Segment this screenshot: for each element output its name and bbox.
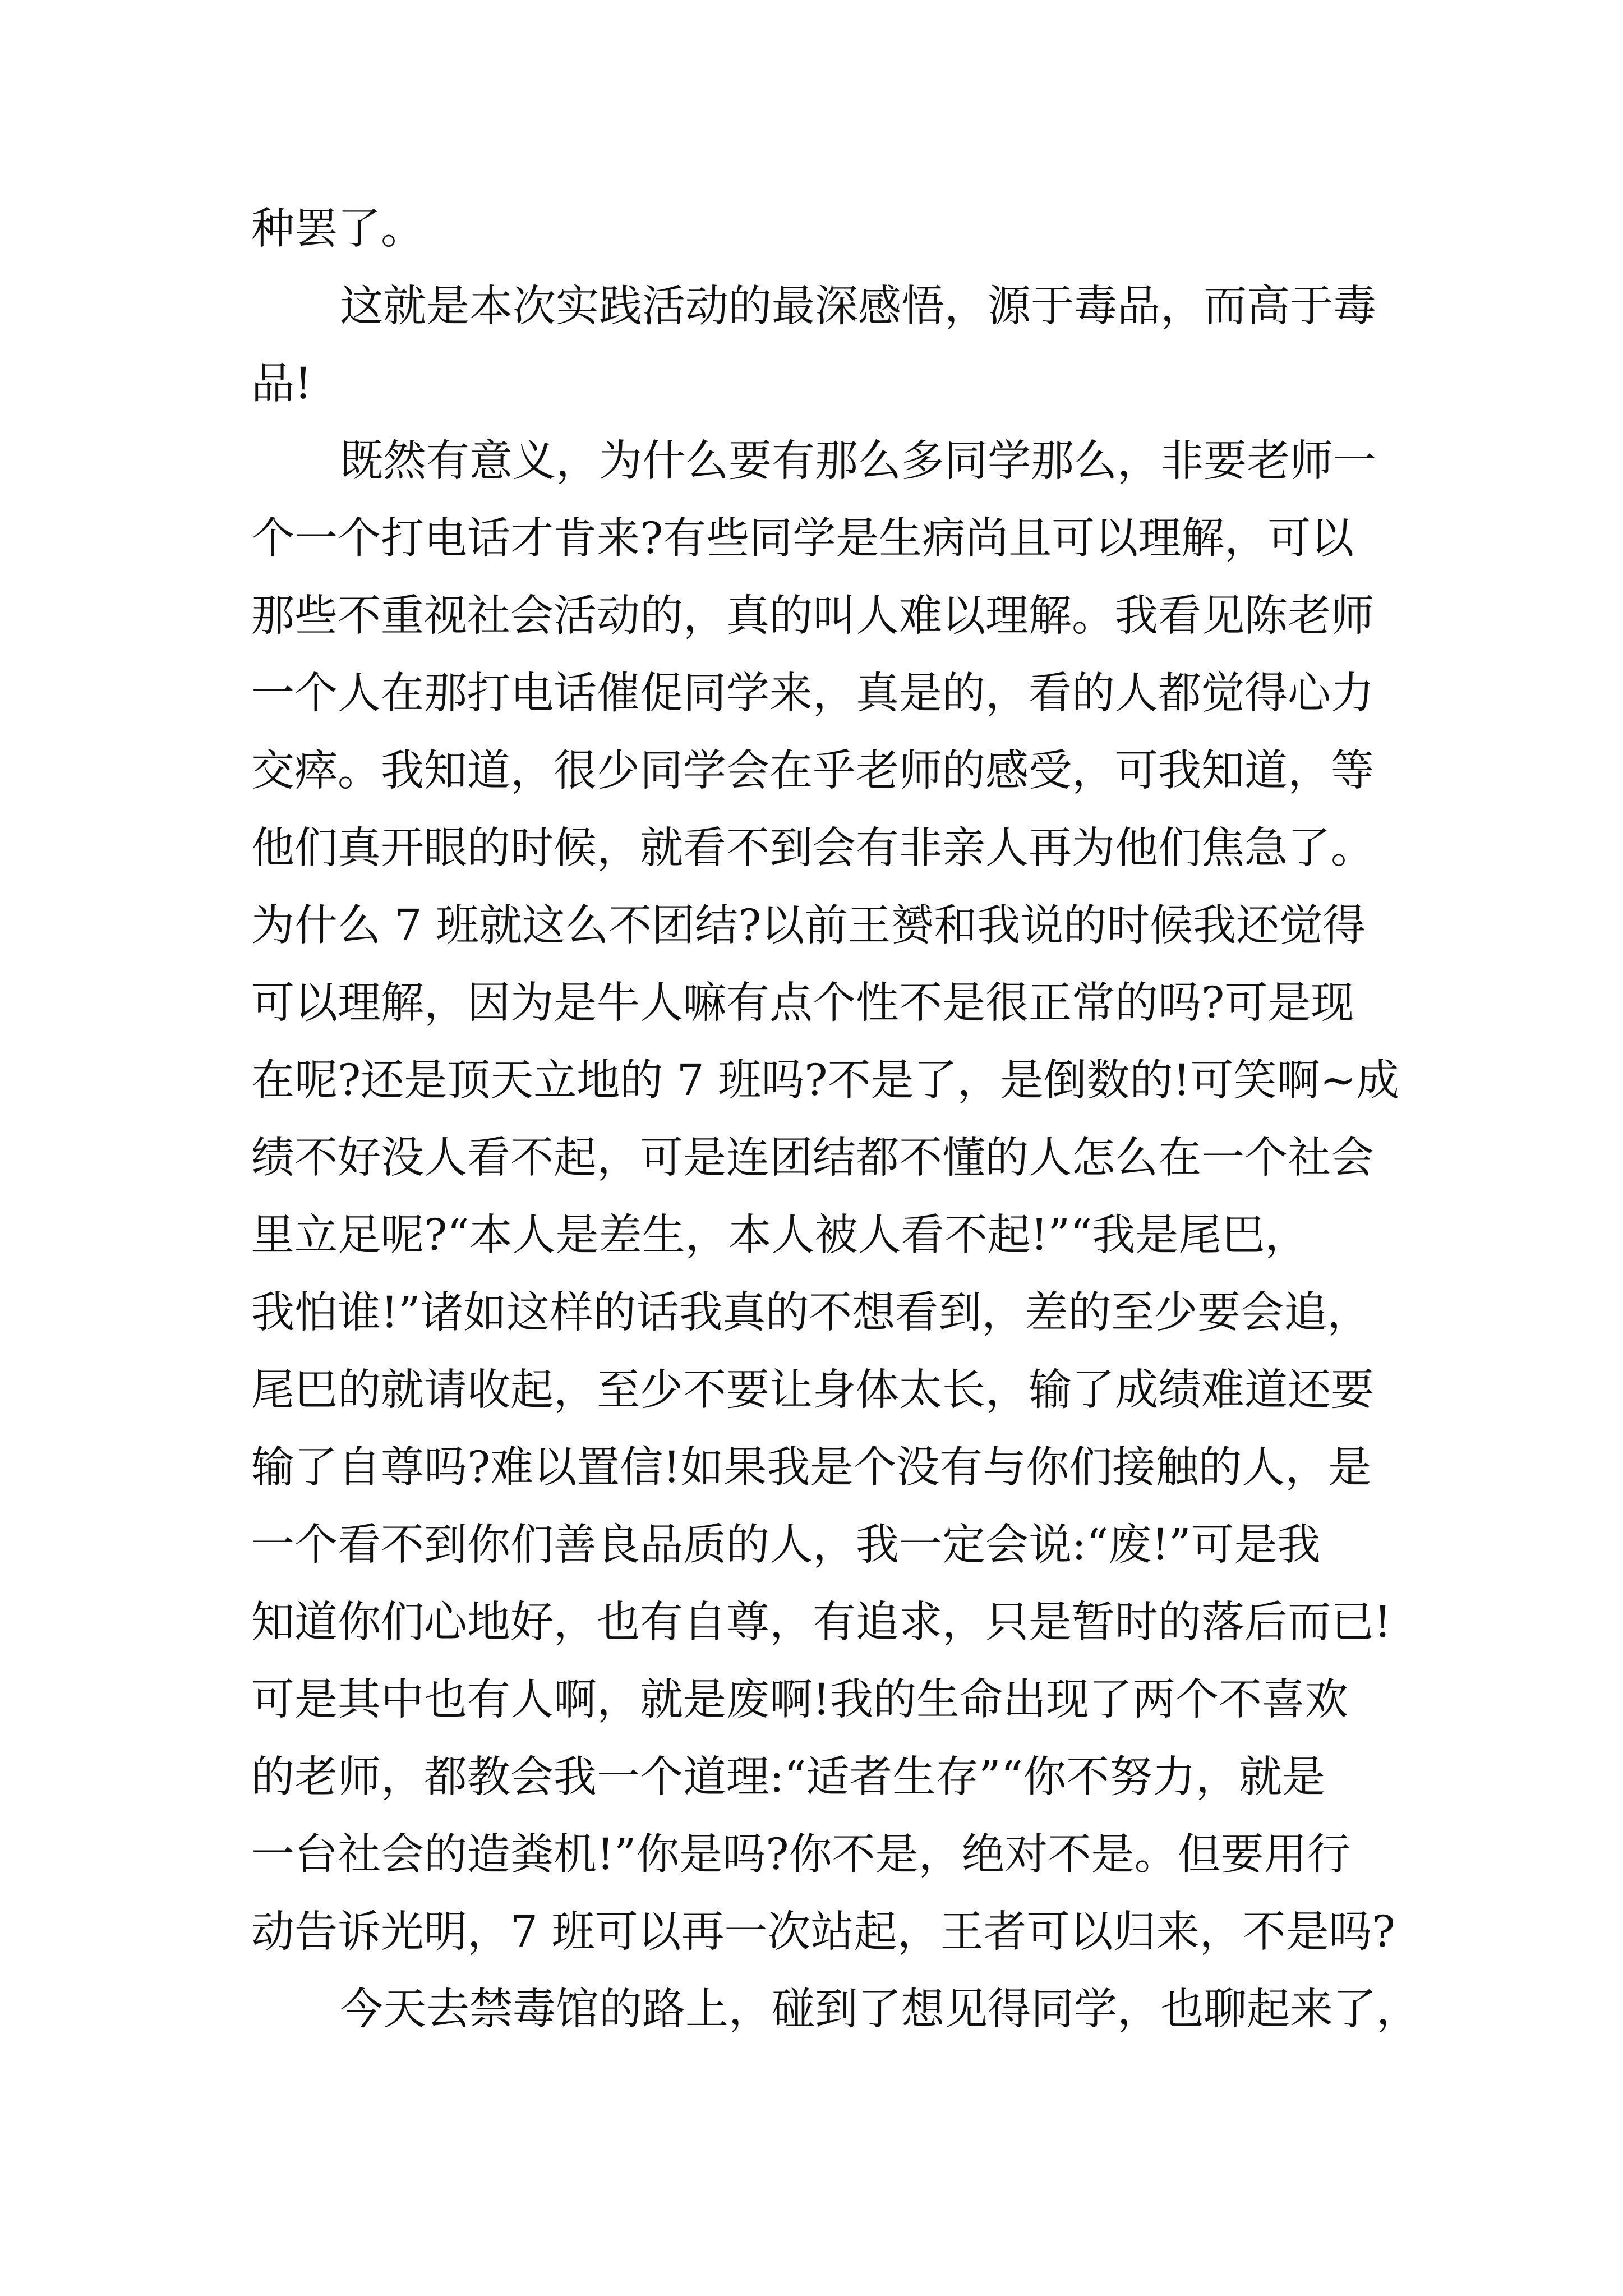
text-line: 里立足呢?“本人是差生，本人被人看不起!”“我是尾巴，	[251, 1211, 1308, 1260]
text-line: 为什么 7 班就这么不团结?以前王赟和我说的时候我还觉得	[251, 901, 1366, 951]
text-line: 品!	[251, 359, 312, 409]
text-line: 既然有意义，为什么要有那么多同学那么，非要老师一	[340, 436, 1376, 486]
text-line: 动告诉光明，7 班可以再一次站起，王者可以归来，不是吗?	[251, 1907, 1395, 1957]
text-line: 可以理解，因为是牛人嘛有点个性不是很正常的吗?可是现	[251, 978, 1354, 1028]
text-line: 绩不好没人看不起，可是连团结都不懂的人怎么在一个社会	[251, 1133, 1374, 1183]
body-text	[251, 191, 1419, 2049]
text-line: 那些不重视社会活动的，真的叫人难以理解。我看见陈老师	[251, 591, 1374, 641]
text-line: 一个看不到你们善良品质的人，我一定会说:“废!”可是我	[251, 1520, 1321, 1570]
text-line: 他们真开眼的时候，就看不到会有非亲人再为他们焦急了。	[251, 823, 1374, 873]
text-line: 尾巴的就请收起，至少不要让身体太长，输了成绩难道还要	[251, 1365, 1374, 1415]
text-line: 种罢了。	[251, 204, 424, 254]
text-line: 在呢?还是顶天立地的 7 班吗?不是了，是倒数的!可笑啊~成	[251, 1056, 1399, 1106]
text-line: 一个人在那打电话催促同学来，真是的，看的人都觉得心力	[251, 669, 1374, 719]
text-line: 今天去禁毒馆的路上，碰到了想见得同学，也聊起来了，	[340, 1985, 1419, 2035]
text-line: 个一个打电话才肯来?有些同学是生病尚且可以理解，可以	[251, 514, 1354, 564]
text-line: 可是其中也有人啊，就是废啊!我的生命出现了两个不喜欢	[251, 1675, 1348, 1725]
text-line: 交瘁。我知道，很少同学会在乎老师的感受，可我知道，等	[251, 746, 1374, 796]
text-line: 这就是本次实践活动的最深感悟，源于毒品，而高于毒	[340, 282, 1376, 332]
text-line: 一台社会的造粪机!”你是吗?你不是，绝对不是。但要用行	[251, 1830, 1350, 1880]
text-line: 知道你们心地好，也有自尊，有追求，只是暂时的落后而已!	[251, 1598, 1391, 1648]
text-line: 输了自尊吗?难以置信!如果我是个没有与你们接触的人，是	[251, 1443, 1372, 1493]
text-line: 我怕谁!”诸如这样的话我真的不想看到，差的至少要会追，	[251, 1288, 1371, 1338]
text-line: 的老师，都教会我一个道理:“适者生存”“你不努力，就是	[251, 1752, 1326, 1802]
